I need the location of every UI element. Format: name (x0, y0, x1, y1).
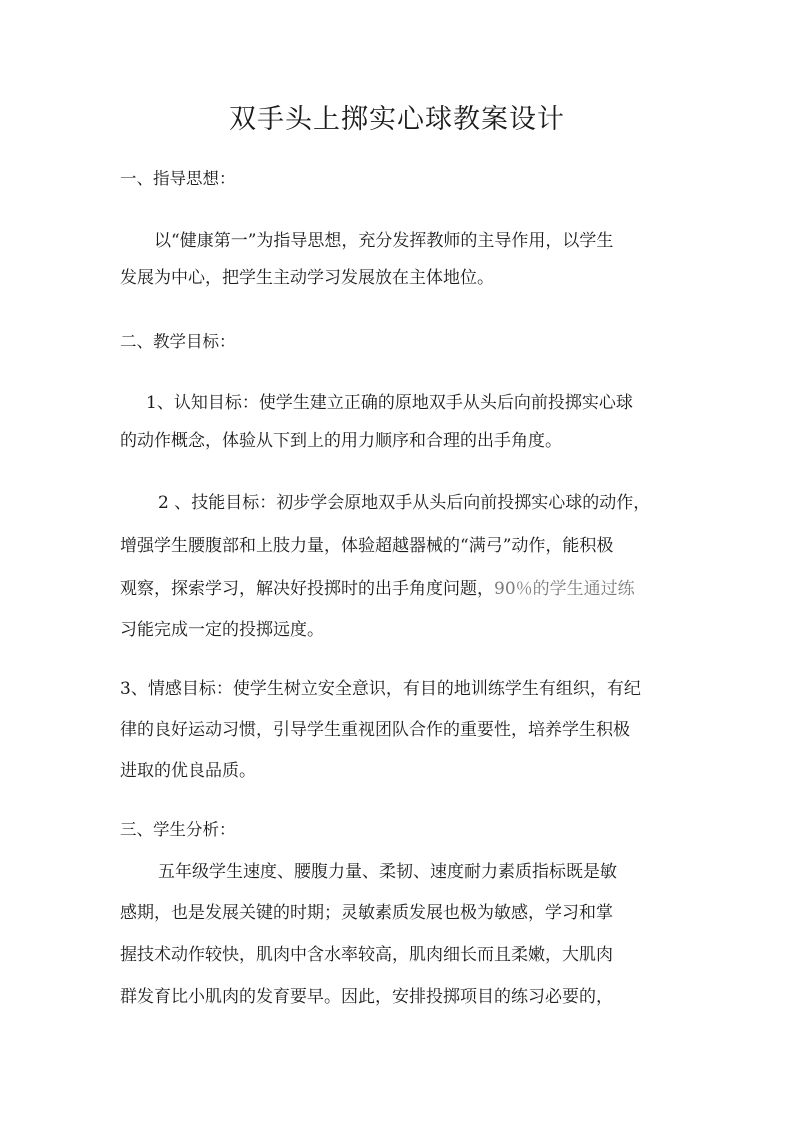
section-heading-teaching-goals: 二、教学目标： (120, 332, 236, 351)
paragraph-line: 增强学生腰腹部和上肢力量，体验超越器械的“满弓”动作，能积极 (120, 536, 614, 556)
section-heading-guiding-ideology: 一、指导思想： (120, 169, 236, 188)
section-heading-student-analysis: 三、学生分析： (120, 820, 236, 839)
paragraph-text: 观察，探索学习，解决好投掷时的出手角度问题， (120, 579, 494, 599)
document-title: 双手头上掷实心球教案设计 (229, 104, 565, 135)
paragraph-line: 的动作概念，体验从下到上的用力顺序和合理的出手角度。 (120, 431, 562, 451)
paragraph-line: 发展为中心，把学生主动学习发展放在主体地位。 (120, 268, 494, 288)
paragraph-line: 握技术动作较快，肌肉中含水率较高，肌肉细长而且柔嫩，大肌肉 (120, 945, 613, 965)
paragraph-line: 3、情感目标：使学生树立安全意识，有目的地训练学生有组织，有纪 (120, 679, 641, 699)
paragraph-line: 进取的优良品质。 (120, 761, 256, 781)
paragraph-line: 群发育比小肌肉的发育要早。因此，安排投掷项目的练习必要的， (120, 987, 613, 1007)
paragraph-line: 五年级学生速度、腰腹力量、柔韧、速度耐力素质指标既是敏 (158, 862, 617, 882)
paragraph-line: 感期，也是发展关键的时期；灵敏素质发展也极为敏感，学习和掌 (120, 903, 613, 923)
paragraph-line: 律的良好运动习惯，引导学生重视团队合作的重要性，培养学生积极 (120, 720, 630, 740)
paragraph-line: 2 、技能目标：初步学会原地双手从头后向前投掷实心球的动作， (158, 493, 651, 513)
paragraph-line (120, 577, 635, 601)
paragraph-line: 习能完成一定的投掷远度。 (120, 620, 324, 640)
paragraph-line: 1、认知目标：使学生建立正确的原地双手从头后向前投掷实心球 (146, 393, 633, 413)
paragraph-text-gray: 90％的学生通过练 (494, 579, 635, 599)
paragraph-line: 以“健康第一”为指导思想，充分发挥教师的主导作用，以学生 (154, 231, 614, 251)
